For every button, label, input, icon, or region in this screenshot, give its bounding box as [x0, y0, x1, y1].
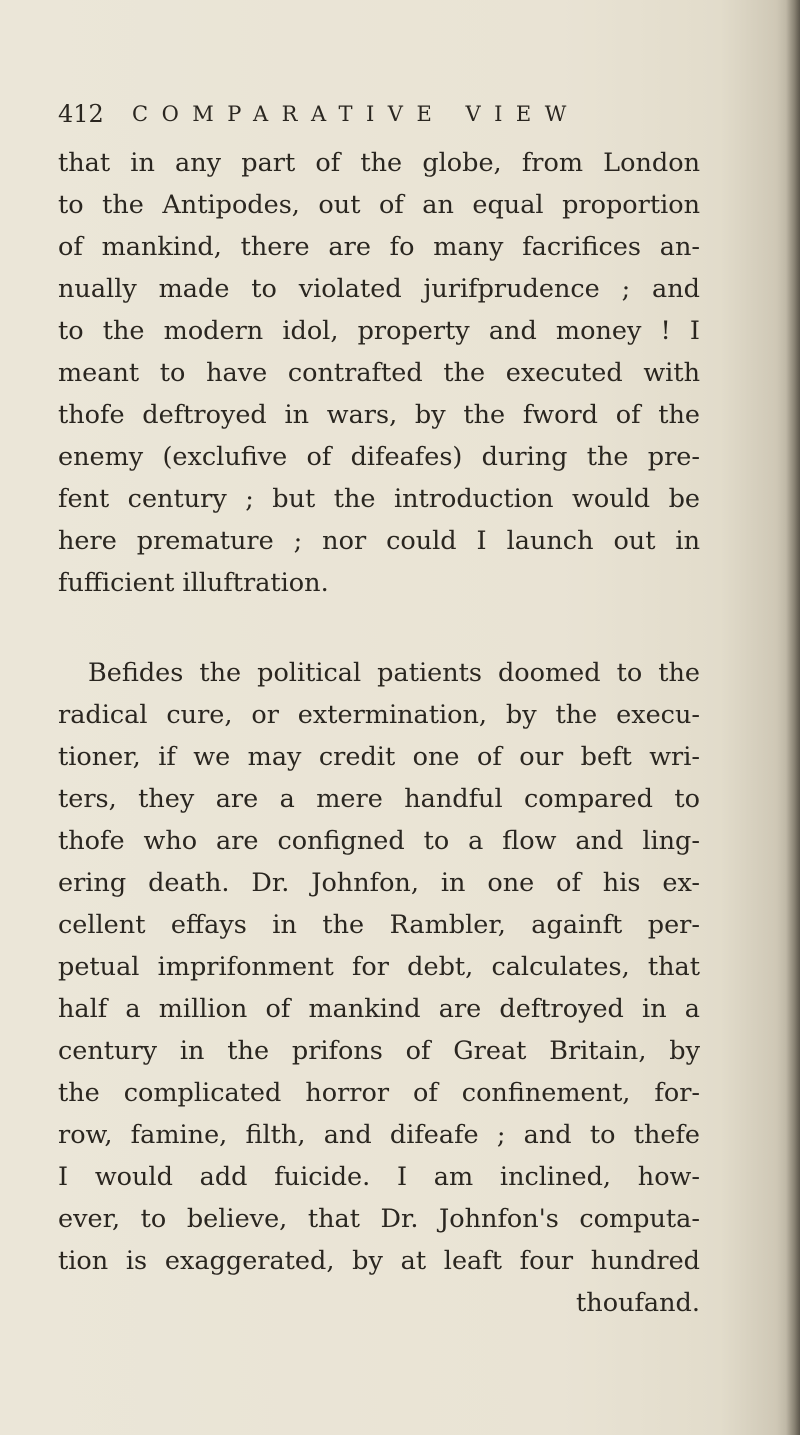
text-line: half a million of mankind are deftroyed in a [58, 994, 700, 1024]
text-line: thofe deftroyed in wars, by the fword of the [58, 400, 700, 430]
text-line: row, famine, filth, and difeafe ; and to thefe [58, 1120, 700, 1150]
page-edge-shadow [786, 0, 800, 1435]
text-line: thofe who are configned to a flow and ling- [58, 826, 700, 856]
text-line: to the Antipodes, out of an equal proportion [58, 190, 700, 220]
text-line: the complicated horror of confinement, for- [58, 1078, 700, 1108]
paragraph-1 [58, 142, 718, 604]
running-head-title: COMPARATIVE VIEW [132, 102, 580, 126]
text-line: to the modern idol, property and money ! I [58, 316, 700, 346]
text-line: of mankind, there are fo many facrifices an- [58, 232, 700, 262]
text-line: tioner, if we may credit one of our beft wri- [58, 742, 700, 772]
text-line: I would add fuicide. I am inclined, how- [58, 1162, 700, 1192]
body-text [58, 142, 718, 1324]
text-line: cellent effays in the Rambler, againft per- [58, 910, 700, 940]
page-number: 412 [58, 100, 104, 128]
text-line: here premature ; nor could I launch out in [58, 526, 700, 556]
text-line: meant to have contrafted the executed with [58, 358, 700, 388]
running-head [58, 100, 698, 140]
text-line: Befides the political patients doomed to the [88, 658, 700, 688]
text-line: fufficient illuftration. [58, 568, 329, 598]
text-line: radical cure, or extermination, by the execu- [58, 700, 700, 730]
text-line: century in the prifons of Great Britain, by [58, 1036, 700, 1066]
text-line: that in any part of the globe, from London [58, 148, 700, 178]
text-line: thoufand. [576, 1288, 700, 1318]
paragraph-gap [58, 604, 718, 652]
text-line: nually made to violated jurifprudence ; and [58, 274, 700, 304]
text-line: enemy (exclufive of difeafes) during the pre- [58, 442, 700, 472]
text-line: tion is exaggerated, by at leaft four hundred [58, 1246, 700, 1276]
paragraph-2 [58, 652, 718, 1324]
text-line: ering death. Dr. Johnfon, in one of his ex- [58, 868, 700, 898]
text-line: ever, to believe, that Dr. Johnfon's computa- [58, 1204, 700, 1234]
text-line: ters, they are a mere handful compared to [58, 784, 700, 814]
text-line: fent century ; but the introduction would be [58, 484, 700, 514]
text-line: petual imprifonment for debt, calculates, that [58, 952, 700, 982]
